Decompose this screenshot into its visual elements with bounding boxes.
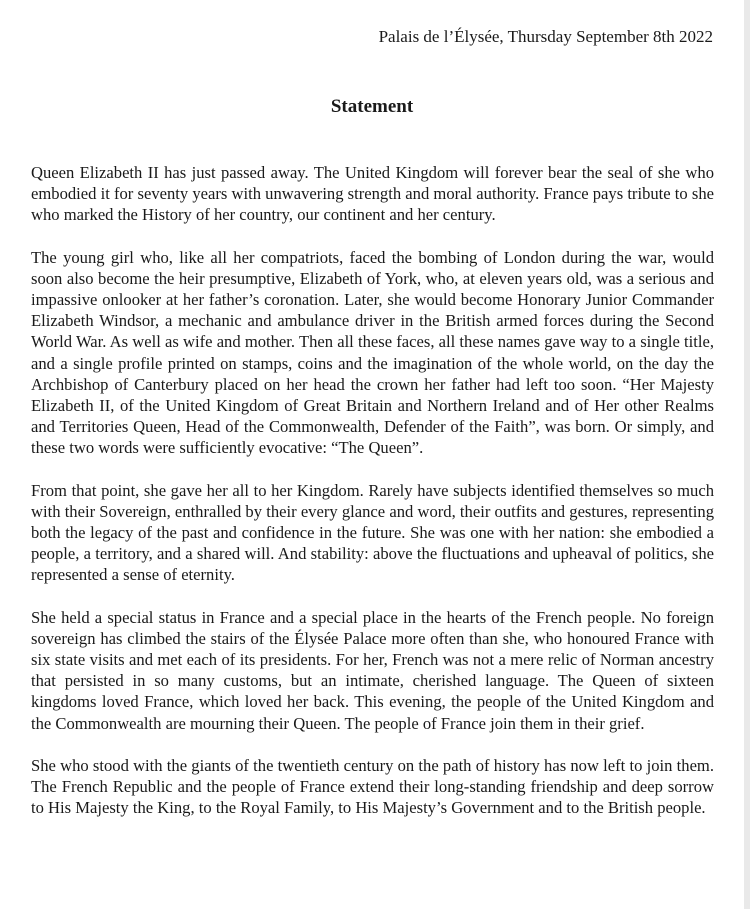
dateline: Palais de l’Élysée, Thursday September 8th 2022 (378, 27, 713, 46)
paragraph-5: She who stood with the giants of the twentieth century on the path of history has now left to join them. The French Republic and the people of France extend their long-standing friendship and deep sorrow to His Majesty the King, to the Royal Family, to His Majesty’s Government and to the British people. (31, 755, 714, 818)
paragraph-3: From that point, she gave her all to her Kingdom. Rarely have subjects identified themselves so much with their Sovereign, enthralled by their every glance and word, their outfits and gestures, representing both the legacy of the past and confidence in the future. She was one with her nation: she embodied a people, a territory, and a shared will. And stability: above the fluctuations and upheaval of politics, she represented a sense of eternity. (31, 480, 714, 585)
paragraph-1: Queen Elizabeth II has just passed away. The United Kingdom will forever bear the seal of she who embodied it for seventy years with unwavering strength and moral authority. France pays tribute to she who marked the History of her country, our continent and her century. (31, 163, 714, 225)
paragraph-2: The young girl who, like all her compatriots, faced the bombing of London during the war, would soon also become the heir presumptive, Elizabeth of York, who, at eleven years old, was a serious and impassive onlooker at her father’s coronation. Later, she would become Honorary Junior Commander Elizabeth Windsor, a mechanic and ambulance driver in the British armed forces during the Second World War. As well as wife and mother. Then all these faces, all these names gave way to a single title, and a single profile printed on stamps, coins and the imagination of the whole world, on the day the Archbishop of Canterbury placed on her head the crown her father had left too soon. “Her Majesty Elizabeth II, of the United Kingdom of Great Britain and Northern Ireland and of Her other Realms and Territories Queen, Head of the Commonwealth, Defender of the Faith”, was born. Or simply, and these two words were sufficiently evocative: “The Queen”. (31, 247, 714, 458)
statement-body (31, 162, 714, 839)
page-title: Statement (330, 96, 414, 117)
paragraph-4: She held a special status in France and a special place in the hearts of the French people. No foreign sovereign has climbed the stairs of the Élysée Palace more often than she, who honoured France with six state visits and met each of its presidents. For her, French was not a mere relic of Norman ancestry that persisted in so many customs, but an intimate, cherished language. The Queen of sixteen kingdoms loved France, which loved her back. This evening, the people of the United Kingdom and the Commonwealth are mourning their Queen. The people of France join them in their grief. (31, 607, 714, 733)
page-edge-shadow (744, 0, 750, 909)
